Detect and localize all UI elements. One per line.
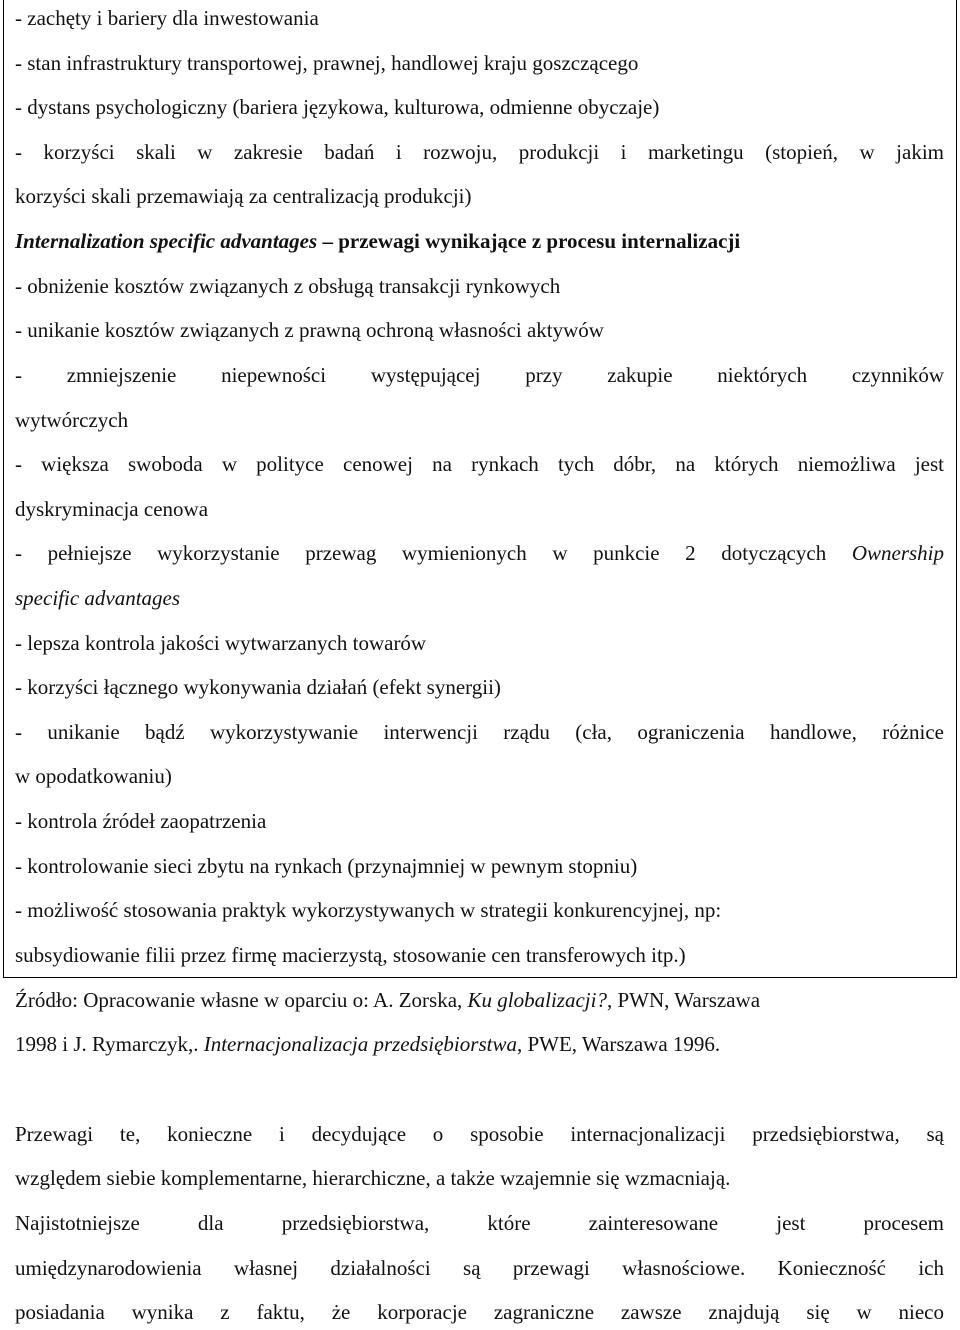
ownership-term: Ownership [851,541,945,565]
source-text: , PWN, Warszawa [606,988,761,1012]
source-book-title: Internacjonalizacja przedsiębiorstwa [203,1032,517,1056]
list-item: - korzyści łącznego wykonywania działań (efekt synergii) [15,675,501,699]
list-item-continuation: korzyści skali przemawiają za centralizacją produkcji) [15,184,472,208]
list-item-continuation: w opodatkowaniu) [15,764,172,788]
list-item: - unikanie bądź wykorzystywanie interwencji rządu (cła, ograniczenia handlowe, różnice [15,720,944,744]
source-citation-continued [15,1034,720,1055]
paragraph-line: Przewagi te, konieczne i decydujące o sposobie internacjonalizacji przedsiębiorstwa, są [15,1122,944,1146]
list-item: - zmniejszenie niepewności występującej przy zakupie niektórych czynników [15,363,944,387]
list-item-text: - pełniejsze wykorzystanie przewag wymienionych w punkcie 2 dotyczących [15,541,827,565]
list-item: - kontrola źródeł zaopatrzenia [15,809,267,833]
list-item-continuation: wytwórczych [15,408,129,432]
list-item-continuation: subsydiowanie filii przez firmę macierzystą, stosowanie cen transferowych itp.) [15,943,686,967]
paragraph-line: umiędzynarodowienia własnej działalności są przewagi własnościowe. Konieczność ich [15,1256,944,1280]
list-item: - unikanie kosztów związanych z prawną ochroną własności aktywów [15,318,604,342]
list-item: - obniżenie kosztów związanych z obsługą transakcji rynkowych [15,274,561,298]
source-citation [15,990,760,1011]
list-item: - kontrolowanie sieci zbytu na rynkach (przynajmniej w pewnym stopniu) [15,854,638,878]
list-item: - lepsza kontrola jakości wytwarzanych towarów [15,631,427,655]
list-item: - stan infrastruktury transportowej, prawnej, handlowej kraju goszczącego [15,51,639,75]
source-text: 1998 i J. Rymarczyk,. [15,1032,204,1056]
source-text: Źródło: Opracowanie własne w oparciu o: A. Zorska, [15,988,468,1012]
section-heading [15,231,740,252]
source-book-title: Ku globalizacji? [467,988,607,1012]
list-item: - korzyści skali w zakresie badań i rozwoju, produkcji i marketingu (stopień, w jakim [15,140,944,164]
list-item: - większa swoboda w polityce cenowej na rynkach tych dóbr, na których niemożliwa jest [15,452,944,476]
list-item: - dystans psychologiczny (bariera językowa, kulturowa, odmienne obyczaje) [15,95,660,119]
source-text: , PWE, Warszawa 1996. [516,1032,721,1056]
section-heading-english: Internalization specific advantages [15,229,318,253]
list-item-continuation: specific advantages [15,586,181,610]
list-item: - zachęty i bariery dla inwestowania [15,6,319,30]
paragraph-line: Najistotniejsze dla przedsiębiorstwa, które zainteresowane jest procesem [15,1211,944,1235]
paragraph-line: posiadania wynika z faktu, że korporacje zagraniczne zawsze znajdują się w nieco [15,1300,944,1324]
list-item-continuation: dyskryminacja cenowa [15,497,209,521]
paragraph-line: względem siebie komplementarne, hierarchiczne, a także wzajemnie się wzmacniają. [15,1166,731,1190]
list-item [15,543,944,564]
list-item: - możliwość stosowania praktyk wykorzystywanych w strategii konkurencyjnej, np: [15,898,722,922]
section-heading-polish: – przewagi wynikające z procesu internalizacji [317,229,741,253]
